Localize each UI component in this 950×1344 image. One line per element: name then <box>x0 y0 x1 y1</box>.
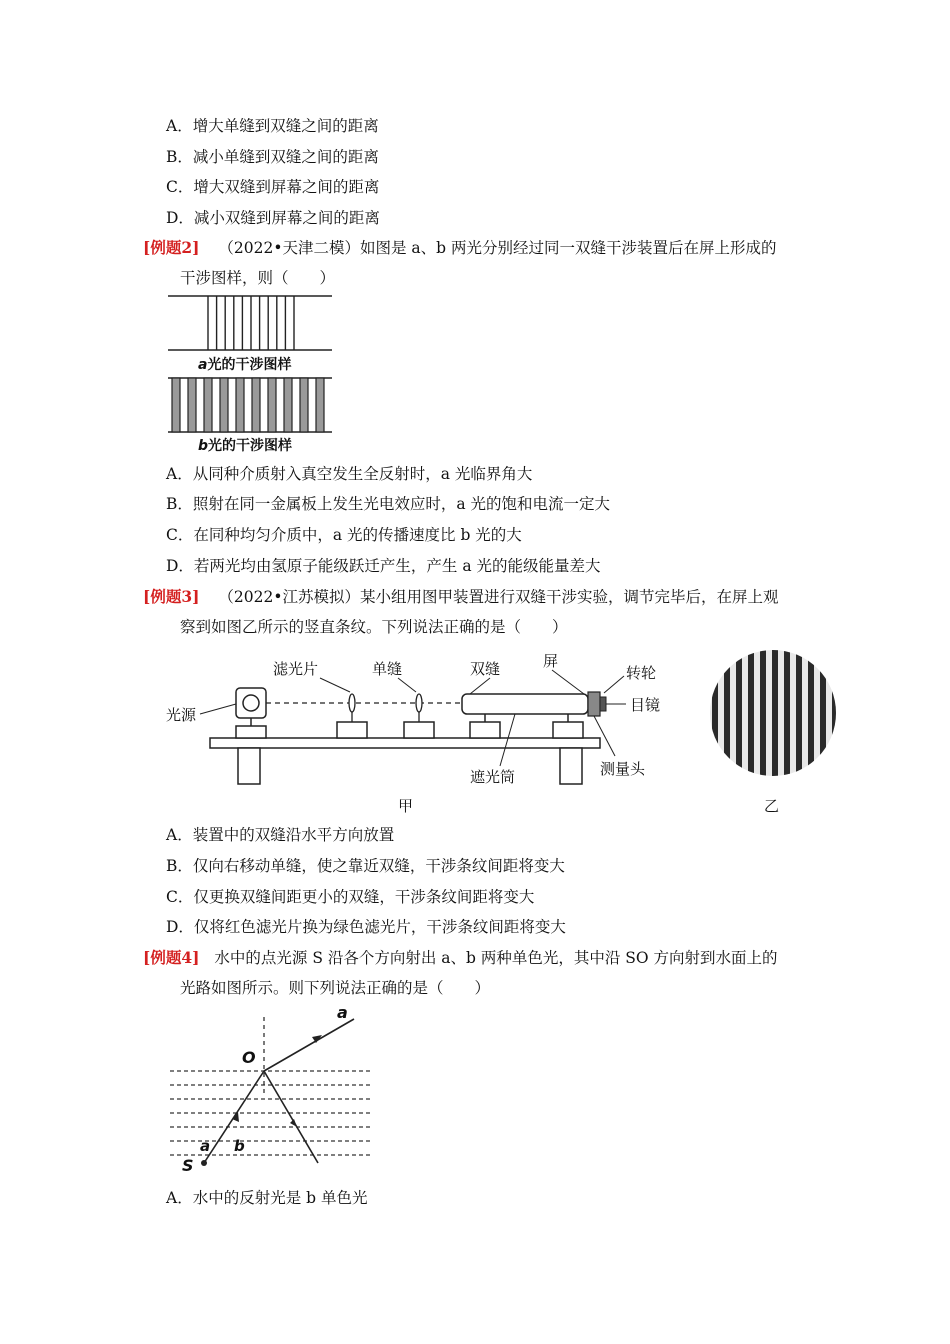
b-light-label: b光的干涉图样 <box>198 438 293 454</box>
fig-jia-label: 甲 <box>398 797 414 815</box>
single-slit-label: 单缝 <box>372 660 403 678</box>
q4-stem-line2: 光路如图所示。则下列说法正确的是（ ） <box>180 979 491 997</box>
ray-b-label: b <box>234 1137 245 1155</box>
circle-fringe <box>712 648 718 778</box>
q1-option-d: D．减小双缝到屏幕之间的距离 <box>166 209 380 227</box>
q2-interference-figure <box>166 292 336 457</box>
circle-fringe <box>760 648 766 778</box>
q4-option-a: A．水中的反射光是 b 单色光 <box>166 1189 368 1207</box>
circle-fringe <box>736 648 742 778</box>
q3-fringe-circle-figure <box>708 648 843 818</box>
circle-fringe <box>808 648 814 778</box>
double-slit-label: 双缝 <box>470 660 501 678</box>
q3-stem-line1: （2022•江苏模拟）某小组用图甲装置进行双缝干涉实验，调节完毕后，在屏上观 <box>218 588 779 606</box>
q2-tag: [例题2] <box>143 238 200 257</box>
ray-a-label: a <box>337 1003 348 1022</box>
q3-option-b: B．仅向右移动单缝，使之靠近双缝，干涉条纹间距将变大 <box>166 857 565 875</box>
q4-stem-line1: 水中的点光源 S 沿各个方向射出 a、b 两种单色光，其中沿 SO 方向射到水面上的 <box>214 949 778 967</box>
q3-apparatus-figure <box>160 648 690 818</box>
q3-option-a: A．装置中的双缝沿水平方向放置 <box>166 826 395 844</box>
tube-label: 遮光筒 <box>470 768 516 786</box>
circle-fringe <box>724 648 730 778</box>
b-fringe-bar <box>252 378 260 432</box>
b-fringe-bar <box>316 378 324 432</box>
q2-option-d: D．若两光均由氢原子能级跃迁产生，产生 a 光的能级能量差大 <box>166 557 601 575</box>
q1-option-c: C．增大双缝到屏幕之间的距离 <box>166 178 380 196</box>
a-fringe-pattern <box>208 296 294 350</box>
point-o-label: O <box>242 1048 256 1067</box>
b-fringe-bar <box>220 378 228 432</box>
q4-refraction-figure <box>166 1005 386 1180</box>
b-fringe-bar <box>172 378 180 432</box>
b-fringe-bar <box>268 378 276 432</box>
circle-fringe <box>772 648 778 778</box>
q2-stem <box>143 237 777 259</box>
head-label: 测量头 <box>600 760 646 778</box>
b-fringe-bar <box>236 378 244 432</box>
eyepiece-label: 目镜 <box>630 696 661 714</box>
q3-stem-line2: 察到如图乙所示的竖直条纹。下列说法正确的是（ ） <box>180 618 568 636</box>
q1-option-b: B．减小单缝到双缝之间的距离 <box>166 148 379 166</box>
ray-a-incident-label: a <box>200 1137 211 1155</box>
q2-stem-line1: （2022•天津二模）如图是 a、b 两光分别经过同一双缝干涉装置后在屏上形成的 <box>218 239 777 257</box>
q1-option-a: A．增大单缝到双缝之间的距离 <box>166 117 379 135</box>
circle-fringe <box>832 648 838 778</box>
q2-stem-line2: 干涉图样，则（ ） <box>180 269 336 287</box>
q3-option-d: D．仅将红色滤光片换为绿色滤光片，干涉条纹间距将变大 <box>166 918 566 936</box>
q2-option-a: A．从同种介质射入真空发生全反射时，a 光临界角大 <box>166 465 533 483</box>
wheel-label: 转轮 <box>626 664 657 682</box>
fig-yi-label: 乙 <box>764 797 780 815</box>
b-fringe-bar <box>188 378 196 432</box>
b-fringe-bar <box>284 378 292 432</box>
q4-tag: [例题4] <box>143 948 200 967</box>
q3-stem <box>143 586 778 608</box>
q2-option-b: B．照射在同一金属板上发生光电效应时，a 光的饱和电流一定大 <box>166 495 611 513</box>
b-fringe-bar <box>204 378 212 432</box>
circle-fringe <box>820 648 826 778</box>
source-label: 光源 <box>166 706 197 724</box>
circle-fringe <box>748 648 754 778</box>
circle-fringe <box>784 648 790 778</box>
b-fringe-pattern <box>172 378 324 432</box>
q2-option-c: C．在同种均匀介质中，a 光的传播速度比 b 光的大 <box>166 526 522 544</box>
a-light-label: a光的干涉图样 <box>198 357 292 373</box>
source-s-label: S <box>182 1156 194 1175</box>
q3-option-c: C．仅更换双缝间距更小的双缝，干涉条纹间距将变大 <box>166 888 535 906</box>
filter-label: 滤光片 <box>273 660 319 678</box>
circle-fringe <box>796 648 802 778</box>
b-fringe-bar <box>300 378 308 432</box>
q3-tag: [例题3] <box>143 587 200 606</box>
screen-label: 屏 <box>543 652 559 670</box>
q4-stem <box>143 947 778 969</box>
